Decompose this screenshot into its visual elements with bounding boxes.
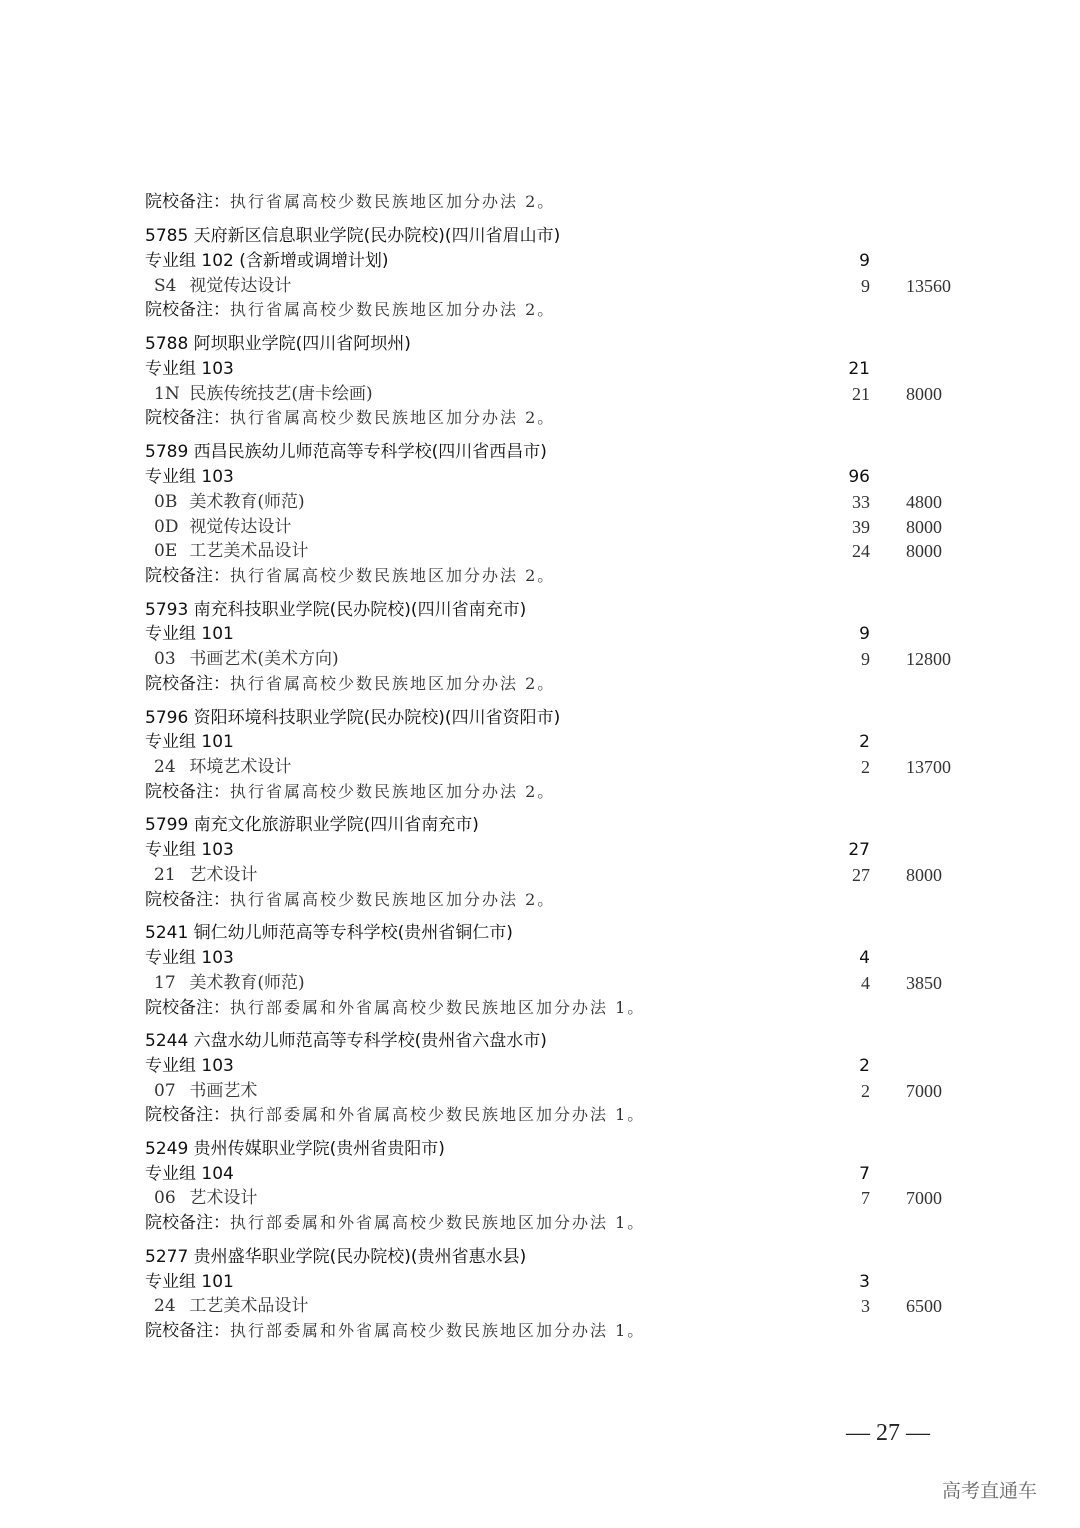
major-code: 0D	[154, 517, 179, 537]
note-label: 院校备注：	[145, 890, 230, 910]
major-fee: 8000	[906, 865, 942, 885]
major-name: 环境艺术设计	[189, 757, 292, 777]
school-note	[145, 780, 555, 804]
school-note	[145, 672, 555, 696]
group-count: 9	[859, 624, 870, 644]
major-group: 专业组 103	[145, 840, 234, 860]
major-row	[154, 274, 291, 298]
major-group: 专业组 103	[145, 467, 234, 487]
note-label: 院校备注：	[145, 566, 230, 586]
top-school-note	[145, 190, 555, 214]
school-header: 5785 天府新区信息职业学院(民办院校)(四川省眉山市)	[145, 226, 561, 246]
note-text: 执行部委属和外省属高校少数民族地区加分办法 1。	[230, 1213, 646, 1232]
major-code: 0E	[154, 541, 178, 561]
major-count: 2	[861, 1081, 870, 1101]
note-label: 院校备注：	[145, 674, 230, 694]
note-text: 执行省属高校少数民族地区加分办法 2。	[230, 782, 556, 801]
note-text: 执行省属高校少数民族地区加分办法 2。	[230, 566, 556, 585]
major-fee: 12800	[906, 649, 951, 669]
note-text: 执行部委属和外省属高校少数民族地区加分办法 1。	[230, 1321, 646, 1340]
major-row	[154, 1294, 308, 1318]
major-count: 33	[852, 492, 870, 512]
major-code: 17	[154, 973, 176, 993]
note-label: 院校备注：	[145, 1105, 230, 1125]
major-count: 21	[852, 384, 870, 404]
major-row	[154, 539, 308, 563]
group-count: 9	[859, 251, 870, 271]
major-fee: 13700	[906, 757, 951, 777]
note-label: 院校备注：	[145, 408, 230, 428]
major-count: 4	[861, 973, 870, 993]
major-name: 视觉传达设计	[189, 276, 292, 296]
note-text: 执行部委属和外省属高校少数民族地区加分办法 1。	[230, 1105, 646, 1124]
major-row	[154, 490, 305, 514]
major-code: 24	[154, 757, 176, 777]
major-group: 专业组 102 (含新增或调增计划)	[145, 251, 389, 271]
major-row	[154, 755, 291, 779]
major-fee: 13560	[906, 276, 951, 296]
school-header: 5249 贵州传媒职业学院(贵州省贵阳市)	[145, 1139, 445, 1159]
major-name: 视觉传达设计	[189, 517, 292, 537]
watermark-label: 高考直通车	[942, 1480, 1038, 1502]
major-fee: 8000	[906, 384, 942, 404]
major-code: 07	[154, 1081, 176, 1101]
note-label: 院校备注：	[145, 998, 230, 1018]
major-group: 专业组 104	[145, 1164, 234, 1184]
school-note	[145, 1319, 645, 1343]
major-group: 专业组 101	[145, 1272, 234, 1292]
note-label: 院校备注：	[145, 1213, 230, 1233]
school-header: 5793 南充科技职业学院(民办院校)(四川省南充市)	[145, 600, 527, 620]
note-label: 院校备注：	[145, 300, 230, 320]
school-header: 5277 贵州盛华职业学院(民办院校)(贵州省惠水县)	[145, 1247, 527, 1267]
school-note	[145, 1103, 645, 1127]
major-code: 0B	[154, 492, 178, 512]
major-fee: 7000	[906, 1188, 942, 1208]
major-name: 工艺美术品设计	[189, 541, 309, 561]
note-text: 执行省属高校少数民族地区加分办法 2。	[230, 890, 556, 909]
note-text: 执行省属高校少数民族地区加分办法 2。	[230, 408, 556, 427]
school-header: 5789 西昌民族幼儿师范高等专科学校(四川省西昌市)	[145, 442, 547, 462]
major-code: 1N	[154, 384, 180, 404]
major-row	[154, 1079, 257, 1103]
major-group: 专业组 103	[145, 948, 234, 968]
major-count: 9	[861, 649, 870, 669]
note-text: 执行省属高校少数民族地区加分办法 2。	[230, 300, 556, 319]
major-fee: 7000	[906, 1081, 942, 1101]
group-count: 4	[859, 948, 870, 968]
group-count: 7	[859, 1164, 870, 1184]
major-count: 9	[861, 276, 870, 296]
note-text: 执行部委属和外省属高校少数民族地区加分办法 1。	[230, 998, 646, 1017]
major-name: 民族传统技艺(唐卡绘画)	[189, 384, 373, 404]
major-name: 美术教育(师范)	[189, 973, 305, 993]
school-note	[145, 996, 645, 1020]
school-note	[145, 888, 555, 912]
major-code: 06	[154, 1188, 176, 1208]
major-fee: 6500	[906, 1296, 942, 1316]
page-number: — 27 —	[846, 1420, 930, 1446]
major-count: 39	[852, 517, 870, 537]
group-count: 96	[848, 467, 870, 487]
major-row	[154, 1186, 257, 1210]
school-header: 5244 六盘水幼儿师范高等专科学校(贵州省六盘水市)	[145, 1031, 547, 1051]
major-group: 专业组 103	[145, 1056, 234, 1076]
major-fee: 8000	[906, 517, 942, 537]
major-name: 书画艺术(美术方向)	[189, 649, 339, 669]
major-count: 2	[861, 757, 870, 777]
major-row	[154, 647, 339, 671]
major-fee: 8000	[906, 541, 942, 561]
major-name: 艺术设计	[189, 865, 258, 885]
group-count: 3	[859, 1272, 870, 1292]
major-row	[154, 382, 373, 406]
group-count: 2	[859, 732, 870, 752]
major-count: 3	[861, 1296, 870, 1316]
group-count: 27	[848, 840, 870, 860]
note-label: 院校备注：	[145, 1321, 230, 1341]
major-group: 专业组 103	[145, 359, 234, 379]
major-row	[154, 971, 305, 995]
school-header: 5796 资阳环境科技职业学院(民办院校)(四川省资阳市)	[145, 708, 561, 728]
school-header: 5241 铜仁幼儿师范高等专科学校(贵州省铜仁市)	[145, 923, 513, 943]
major-code: 21	[154, 865, 176, 885]
major-group: 专业组 101	[145, 732, 234, 752]
major-name: 工艺美术品设计	[189, 1296, 309, 1316]
note-label: 院校备注：	[145, 782, 230, 802]
group-count: 2	[859, 1056, 870, 1076]
school-note	[145, 1211, 645, 1235]
group-count: 21	[848, 359, 870, 379]
major-name: 美术教育(师范)	[189, 492, 305, 512]
note-label: 院校备注：	[145, 192, 230, 212]
major-fee: 4800	[906, 492, 942, 512]
major-group: 专业组 101	[145, 624, 234, 644]
major-row	[154, 515, 291, 539]
school-header: 5788 阿坝职业学院(四川省阿坝州)	[145, 334, 411, 354]
major-name: 书画艺术	[189, 1081, 258, 1101]
major-code: 03	[154, 649, 176, 669]
major-code: S4	[154, 276, 177, 296]
major-count: 7	[861, 1188, 870, 1208]
major-row	[154, 863, 257, 887]
note-text: 执行省属高校少数民族地区加分办法 2。	[230, 674, 556, 693]
school-note	[145, 406, 555, 430]
note-text: 执行省属高校少数民族地区加分办法 2。	[230, 192, 556, 211]
school-note	[145, 564, 555, 588]
major-count: 24	[852, 541, 870, 561]
major-count: 27	[852, 865, 870, 885]
major-fee: 3850	[906, 973, 942, 993]
school-header: 5799 南充文化旅游职业学院(四川省南充市)	[145, 815, 479, 835]
major-name: 艺术设计	[189, 1188, 258, 1208]
school-note	[145, 298, 555, 322]
major-code: 24	[154, 1296, 176, 1316]
